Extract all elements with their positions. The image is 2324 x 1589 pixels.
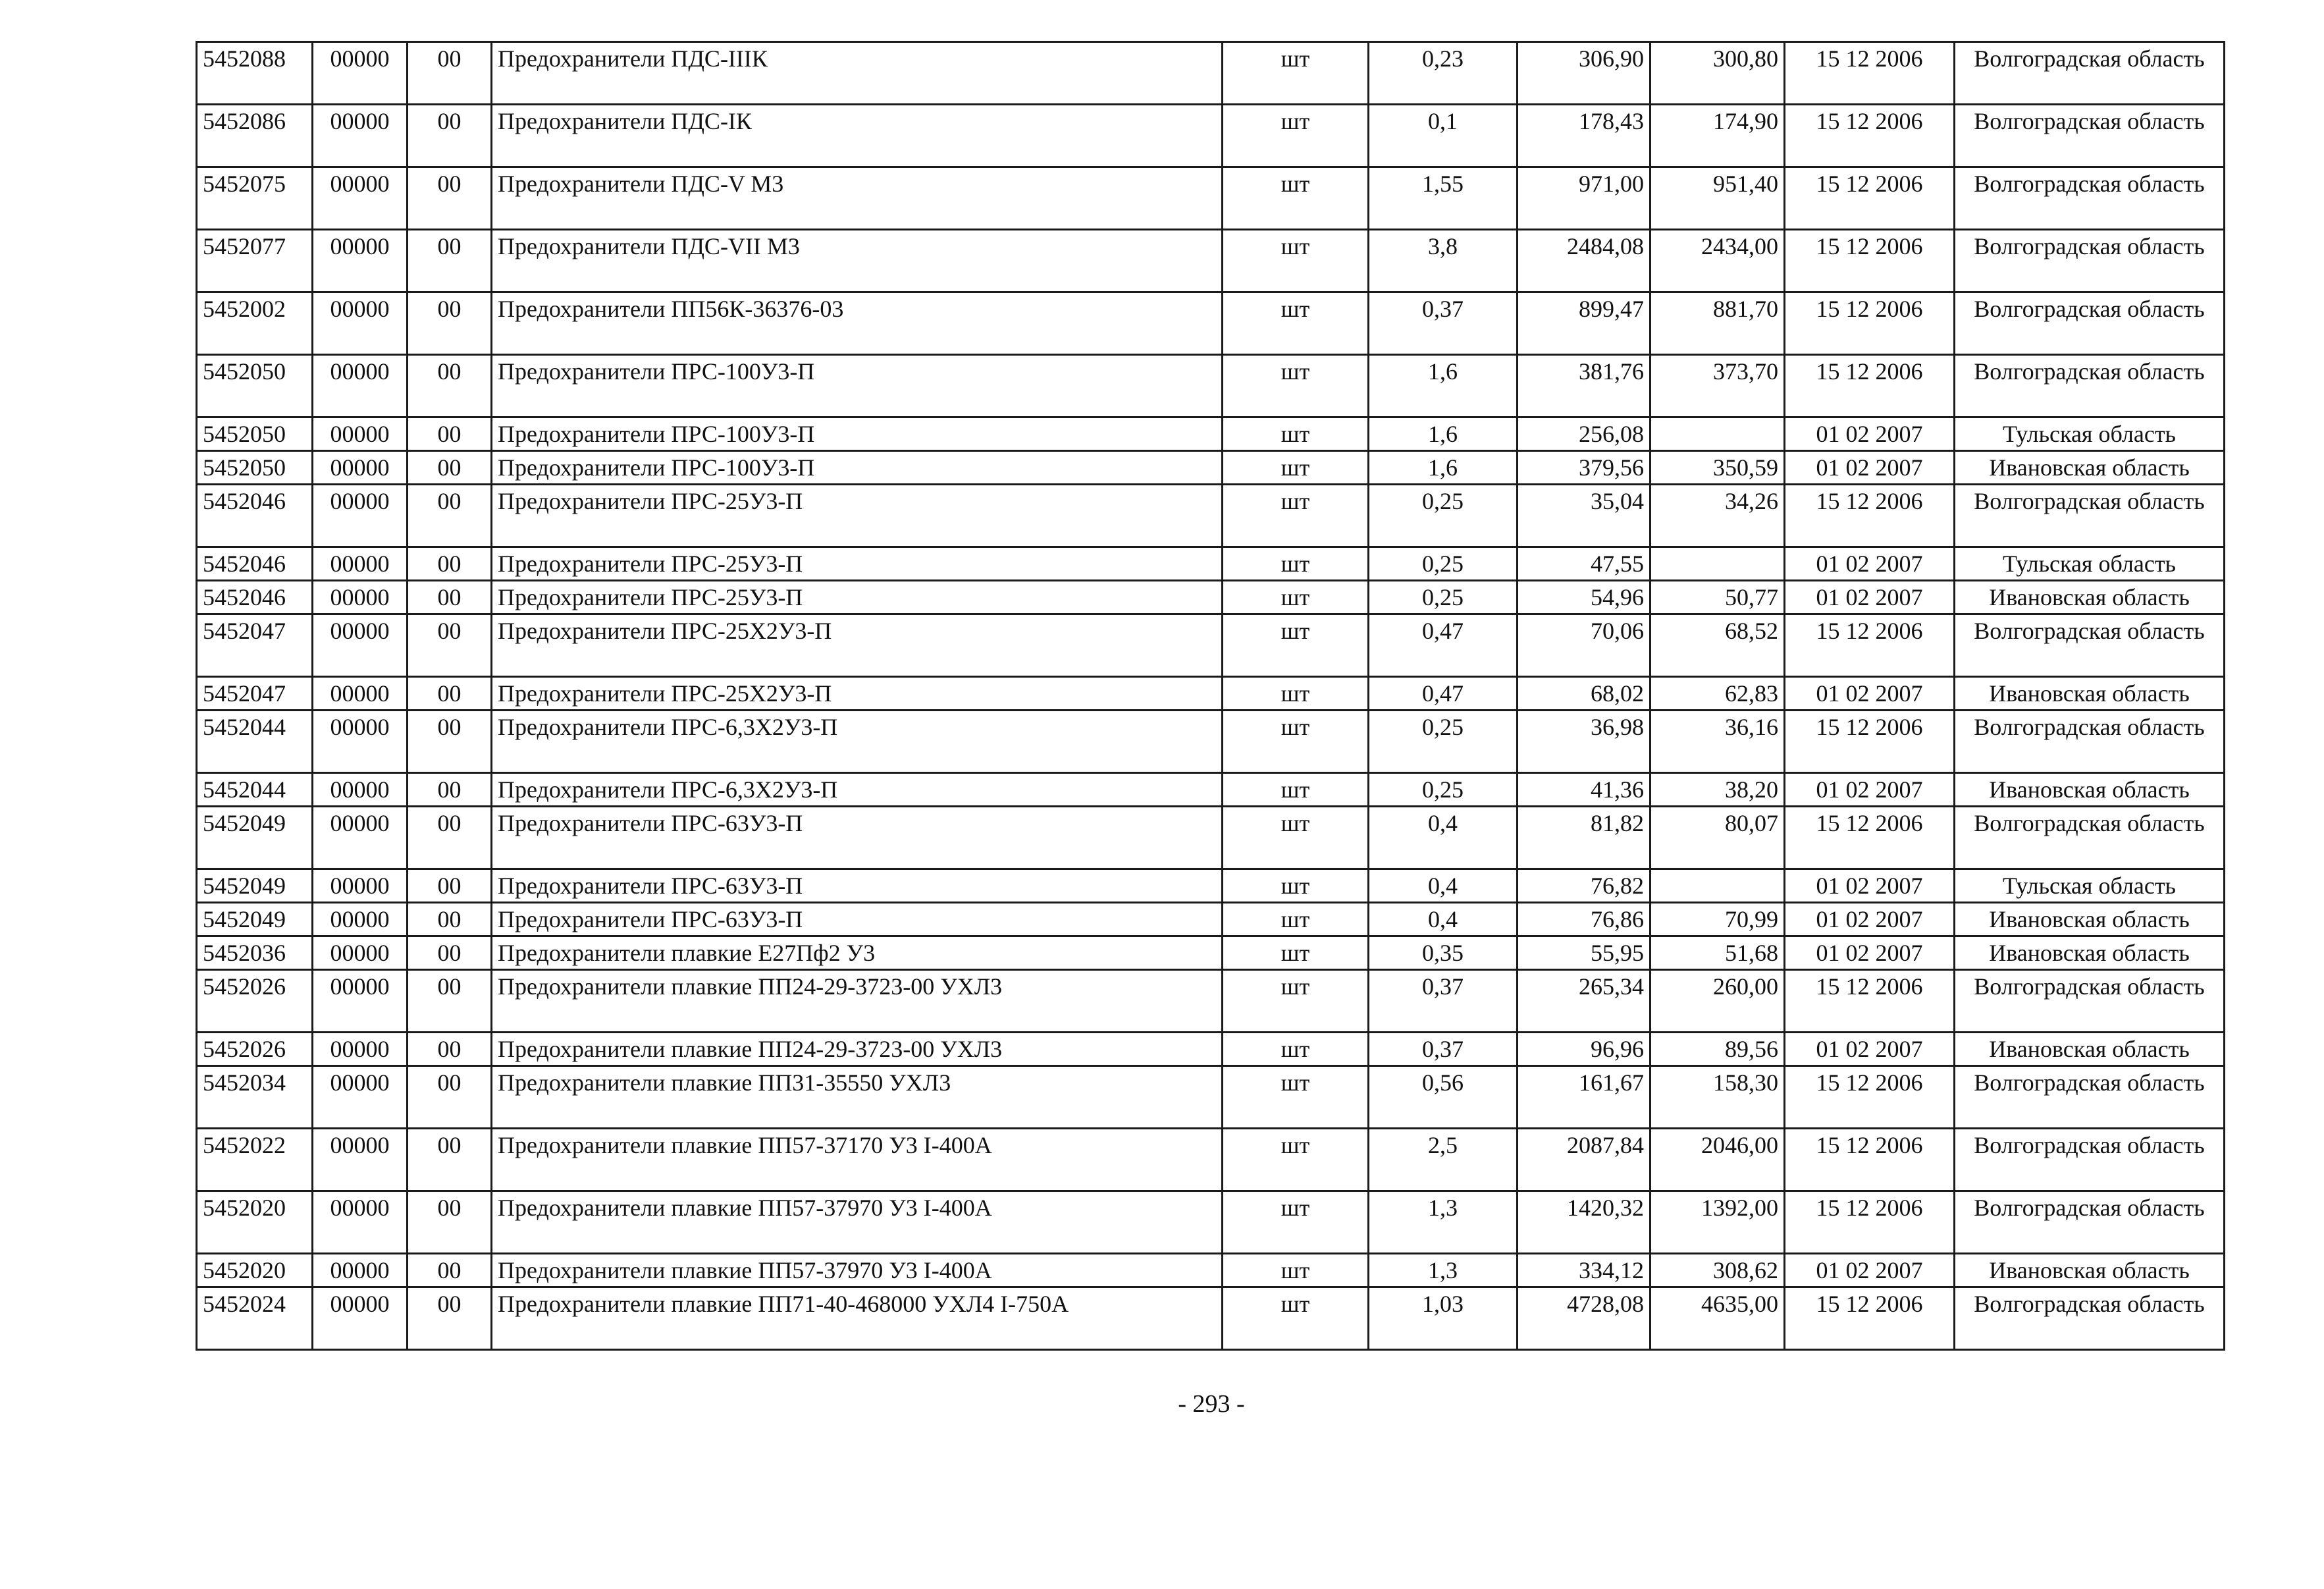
cell-product-code: 5452020 xyxy=(197,1254,313,1287)
cell-sub-code: 00000 xyxy=(313,1191,408,1254)
cell-price-without-vat: 158,30 xyxy=(1651,1066,1785,1129)
cell-product-code: 5452044 xyxy=(197,711,313,773)
cell-price-with-vat: 899,47 xyxy=(1518,292,1651,355)
cell-weight: 0,25 xyxy=(1369,581,1518,614)
cell-unit: шт xyxy=(1223,1287,1369,1350)
cell-variant-code: 00 xyxy=(408,614,492,677)
cell-date: 01 02 2007 xyxy=(1785,547,1955,581)
cell-price-with-vat: 334,12 xyxy=(1518,1254,1651,1287)
cell-product-code: 5452050 xyxy=(197,417,313,451)
cell-product-code: 5452050 xyxy=(197,451,313,485)
cell-weight: 0,23 xyxy=(1369,42,1518,105)
cell-product-name: Предохранители ПРС-25У3-П xyxy=(492,485,1223,547)
cell-product-code: 5452026 xyxy=(197,970,313,1033)
cell-region: Волгоградская область xyxy=(1955,230,2225,292)
cell-unit: шт xyxy=(1223,485,1369,547)
table-body xyxy=(197,42,2225,1350)
table-row xyxy=(197,773,2225,807)
cell-sub-code: 00000 xyxy=(313,936,408,970)
table-row xyxy=(197,903,2225,936)
cell-sub-code: 00000 xyxy=(313,1033,408,1066)
cell-variant-code: 00 xyxy=(408,485,492,547)
cell-price-with-vat: 971,00 xyxy=(1518,167,1651,230)
cell-weight: 0,4 xyxy=(1369,903,1518,936)
cell-unit: шт xyxy=(1223,936,1369,970)
cell-variant-code: 00 xyxy=(408,807,492,869)
cell-variant-code: 00 xyxy=(408,1254,492,1287)
cell-sub-code: 00000 xyxy=(313,869,408,903)
cell-date: 15 12 2006 xyxy=(1785,42,1955,105)
cell-price-with-vat: 161,67 xyxy=(1518,1066,1651,1129)
cell-product-code: 5452047 xyxy=(197,614,313,677)
cell-product-name: Предохранители ПДС-IIIК xyxy=(492,42,1223,105)
cell-product-name: Предохранители ПРС-6,3Х2У3-П xyxy=(492,773,1223,807)
cell-unit: шт xyxy=(1223,1129,1369,1191)
cell-date: 01 02 2007 xyxy=(1785,417,1955,451)
cell-price-with-vat: 36,98 xyxy=(1518,711,1651,773)
cell-price-with-vat: 54,96 xyxy=(1518,581,1651,614)
cell-product-name: Предохранители ПРС-25У3-П xyxy=(492,581,1223,614)
cell-region: Волгоградская область xyxy=(1955,1191,2225,1254)
cell-weight: 1,6 xyxy=(1369,355,1518,417)
cell-date: 15 12 2006 xyxy=(1785,167,1955,230)
cell-price-without-vat xyxy=(1651,417,1785,451)
cell-price-without-vat: 308,62 xyxy=(1651,1254,1785,1287)
cell-variant-code: 00 xyxy=(408,355,492,417)
table-row xyxy=(197,1066,2225,1129)
cell-product-code: 5452020 xyxy=(197,1191,313,1254)
table-row xyxy=(197,292,2225,355)
cell-region: Тульская область xyxy=(1955,417,2225,451)
cell-product-name: Предохранители ПРС-63У3-П xyxy=(492,903,1223,936)
cell-weight: 0,25 xyxy=(1369,485,1518,547)
cell-variant-code: 00 xyxy=(408,581,492,614)
cell-region: Ивановская область xyxy=(1955,451,2225,485)
cell-unit: шт xyxy=(1223,1033,1369,1066)
table-row xyxy=(197,1254,2225,1287)
cell-sub-code: 00000 xyxy=(313,1254,408,1287)
cell-product-code: 5452086 xyxy=(197,105,313,167)
cell-variant-code: 00 xyxy=(408,970,492,1033)
cell-price-without-vat: 51,68 xyxy=(1651,936,1785,970)
cell-variant-code: 00 xyxy=(408,42,492,105)
cell-product-code: 5452049 xyxy=(197,807,313,869)
cell-variant-code: 00 xyxy=(408,167,492,230)
cell-weight: 0,37 xyxy=(1369,970,1518,1033)
cell-price-with-vat: 379,56 xyxy=(1518,451,1651,485)
cell-product-name: Предохранители плавкие ПП57-37970 У3 I-400А xyxy=(492,1191,1223,1254)
cell-weight: 1,03 xyxy=(1369,1287,1518,1350)
cell-date: 01 02 2007 xyxy=(1785,903,1955,936)
cell-product-code: 5452049 xyxy=(197,869,313,903)
cell-variant-code: 00 xyxy=(408,292,492,355)
cell-price-with-vat: 4728,08 xyxy=(1518,1287,1651,1350)
cell-unit: шт xyxy=(1223,970,1369,1033)
cell-price-without-vat: 34,26 xyxy=(1651,485,1785,547)
cell-product-name: Предохранители ПДС-V М3 xyxy=(492,167,1223,230)
cell-region: Ивановская область xyxy=(1955,1254,2225,1287)
cell-product-name: Предохранители ПРС-63У3-П xyxy=(492,869,1223,903)
cell-region: Волгоградская область xyxy=(1955,167,2225,230)
cell-date: 15 12 2006 xyxy=(1785,230,1955,292)
cell-product-name: Предохранители плавкие ПП31-35550 УХЛ3 xyxy=(492,1066,1223,1129)
cell-unit: шт xyxy=(1223,581,1369,614)
cell-variant-code: 00 xyxy=(408,1066,492,1129)
cell-price-without-vat xyxy=(1651,869,1785,903)
cell-sub-code: 00000 xyxy=(313,711,408,773)
cell-price-without-vat: 881,70 xyxy=(1651,292,1785,355)
table-row xyxy=(197,1191,2225,1254)
table-row xyxy=(197,1129,2225,1191)
cell-unit: шт xyxy=(1223,1191,1369,1254)
cell-weight: 0,25 xyxy=(1369,711,1518,773)
cell-sub-code: 00000 xyxy=(313,417,408,451)
cell-unit: шт xyxy=(1223,451,1369,485)
cell-price-without-vat xyxy=(1651,547,1785,581)
cell-weight: 0,47 xyxy=(1369,677,1518,711)
cell-unit: шт xyxy=(1223,614,1369,677)
page-number: - 293 - xyxy=(1178,1390,1245,1418)
cell-price-without-vat: 300,80 xyxy=(1651,42,1785,105)
cell-sub-code: 00000 xyxy=(313,677,408,711)
cell-product-code: 5452044 xyxy=(197,773,313,807)
cell-product-name: Предохранители ПП56К-36376-03 xyxy=(492,292,1223,355)
cell-variant-code: 00 xyxy=(408,773,492,807)
cell-product-name: Предохранители ПРС-100У3-П xyxy=(492,417,1223,451)
cell-sub-code: 00000 xyxy=(313,1066,408,1129)
cell-sub-code: 00000 xyxy=(313,970,408,1033)
cell-price-without-vat: 373,70 xyxy=(1651,355,1785,417)
cell-product-name: Предохранители плавкие ПП24-29-3723-00 УХЛ3 xyxy=(492,1033,1223,1066)
cell-sub-code: 00000 xyxy=(313,903,408,936)
table-row xyxy=(197,1033,2225,1066)
table-row xyxy=(197,970,2225,1033)
cell-weight: 3,8 xyxy=(1369,230,1518,292)
cell-price-without-vat: 80,07 xyxy=(1651,807,1785,869)
table-row xyxy=(197,355,2225,417)
cell-date: 15 12 2006 xyxy=(1785,614,1955,677)
cell-variant-code: 00 xyxy=(408,105,492,167)
cell-variant-code: 00 xyxy=(408,936,492,970)
cell-sub-code: 00000 xyxy=(313,42,408,105)
cell-variant-code: 00 xyxy=(408,1287,492,1350)
cell-product-name: Предохранители ПДС-IК xyxy=(492,105,1223,167)
cell-sub-code: 00000 xyxy=(313,614,408,677)
cell-date: 15 12 2006 xyxy=(1785,292,1955,355)
cell-unit: шт xyxy=(1223,292,1369,355)
cell-unit: шт xyxy=(1223,42,1369,105)
cell-product-name: Предохранители плавкие ПП71-40-468000 УХЛ4 I-750А xyxy=(492,1287,1223,1350)
cell-date: 15 12 2006 xyxy=(1785,711,1955,773)
cell-variant-code: 00 xyxy=(408,903,492,936)
cell-product-name: Предохранители плавкие Е27Пф2 У3 xyxy=(492,936,1223,970)
cell-price-with-vat: 35,04 xyxy=(1518,485,1651,547)
cell-price-without-vat: 4635,00 xyxy=(1651,1287,1785,1350)
cell-date: 01 02 2007 xyxy=(1785,773,1955,807)
cell-price-without-vat: 951,40 xyxy=(1651,167,1785,230)
table-row xyxy=(197,105,2225,167)
table-row xyxy=(197,936,2225,970)
table-row xyxy=(197,167,2225,230)
cell-price-with-vat: 256,08 xyxy=(1518,417,1651,451)
cell-price-without-vat: 89,56 xyxy=(1651,1033,1785,1066)
cell-price-without-vat: 2046,00 xyxy=(1651,1129,1785,1191)
cell-region: Ивановская область xyxy=(1955,773,2225,807)
cell-product-name: Предохранители плавкие ПП57-37970 У3 I-400А xyxy=(492,1254,1223,1287)
cell-region: Ивановская область xyxy=(1955,903,2225,936)
cell-price-without-vat: 1392,00 xyxy=(1651,1191,1785,1254)
cell-variant-code: 00 xyxy=(408,1033,492,1066)
cell-variant-code: 00 xyxy=(408,417,492,451)
cell-date: 15 12 2006 xyxy=(1785,105,1955,167)
cell-sub-code: 00000 xyxy=(313,1287,408,1350)
cell-unit: шт xyxy=(1223,869,1369,903)
cell-sub-code: 00000 xyxy=(313,581,408,614)
cell-date: 01 02 2007 xyxy=(1785,677,1955,711)
cell-unit: шт xyxy=(1223,1254,1369,1287)
cell-variant-code: 00 xyxy=(408,869,492,903)
cell-weight: 1,6 xyxy=(1369,451,1518,485)
cell-product-code: 5452002 xyxy=(197,292,313,355)
cell-price-without-vat: 350,59 xyxy=(1651,451,1785,485)
cell-region: Волгоградская область xyxy=(1955,711,2225,773)
cell-sub-code: 00000 xyxy=(313,1129,408,1191)
cell-weight: 0,4 xyxy=(1369,807,1518,869)
cell-sub-code: 00000 xyxy=(313,807,408,869)
table-row xyxy=(197,807,2225,869)
cell-product-name: Предохранители ПДС-VII М3 xyxy=(492,230,1223,292)
cell-region: Тульская область xyxy=(1955,547,2225,581)
cell-region: Тульская область xyxy=(1955,869,2225,903)
cell-region: Ивановская область xyxy=(1955,1033,2225,1066)
cell-product-code: 5452034 xyxy=(197,1066,313,1129)
cell-unit: шт xyxy=(1223,711,1369,773)
cell-unit: шт xyxy=(1223,1066,1369,1129)
cell-product-code: 5452024 xyxy=(197,1287,313,1350)
cell-product-name: Предохранители ПРС-63У3-П xyxy=(492,807,1223,869)
cell-region: Волгоградская область xyxy=(1955,355,2225,417)
cell-price-without-vat: 70,99 xyxy=(1651,903,1785,936)
cell-sub-code: 00000 xyxy=(313,355,408,417)
cell-product-name: Предохранители ПРС-25Х2У3-П xyxy=(492,677,1223,711)
cell-date: 15 12 2006 xyxy=(1785,970,1955,1033)
cell-date: 01 02 2007 xyxy=(1785,451,1955,485)
cell-price-with-vat: 68,02 xyxy=(1518,677,1651,711)
table-row xyxy=(197,614,2225,677)
cell-unit: шт xyxy=(1223,773,1369,807)
cell-region: Волгоградская область xyxy=(1955,1129,2225,1191)
cell-weight: 1,6 xyxy=(1369,417,1518,451)
cell-weight: 2,5 xyxy=(1369,1129,1518,1191)
table-row xyxy=(197,581,2225,614)
cell-price-without-vat: 62,83 xyxy=(1651,677,1785,711)
price-table xyxy=(196,41,2225,1351)
table-row xyxy=(197,677,2225,711)
cell-price-without-vat: 38,20 xyxy=(1651,773,1785,807)
cell-date: 01 02 2007 xyxy=(1785,1254,1955,1287)
cell-price-with-vat: 55,95 xyxy=(1518,936,1651,970)
cell-date: 15 12 2006 xyxy=(1785,485,1955,547)
cell-product-name: Предохранители ПРС-25У3-П xyxy=(492,547,1223,581)
cell-region: Волгоградская область xyxy=(1955,807,2225,869)
cell-price-without-vat: 36,16 xyxy=(1651,711,1785,773)
cell-product-code: 5452022 xyxy=(197,1129,313,1191)
cell-variant-code: 00 xyxy=(408,451,492,485)
cell-variant-code: 00 xyxy=(408,1191,492,1254)
cell-variant-code: 00 xyxy=(408,677,492,711)
cell-region: Волгоградская область xyxy=(1955,42,2225,105)
cell-region: Волгоградская область xyxy=(1955,1287,2225,1350)
cell-price-without-vat: 50,77 xyxy=(1651,581,1785,614)
cell-date: 01 02 2007 xyxy=(1785,581,1955,614)
cell-variant-code: 00 xyxy=(408,547,492,581)
cell-sub-code: 00000 xyxy=(313,485,408,547)
cell-region: Волгоградская область xyxy=(1955,614,2225,677)
table-row xyxy=(197,417,2225,451)
cell-product-code: 5452050 xyxy=(197,355,313,417)
cell-variant-code: 00 xyxy=(408,230,492,292)
cell-unit: шт xyxy=(1223,677,1369,711)
cell-date: 15 12 2006 xyxy=(1785,1129,1955,1191)
cell-product-code: 5452046 xyxy=(197,581,313,614)
table-row xyxy=(197,451,2225,485)
cell-product-code: 5452088 xyxy=(197,42,313,105)
cell-unit: шт xyxy=(1223,903,1369,936)
cell-sub-code: 00000 xyxy=(313,773,408,807)
cell-region: Ивановская область xyxy=(1955,936,2225,970)
cell-product-code: 5452046 xyxy=(197,485,313,547)
cell-product-code: 5452047 xyxy=(197,677,313,711)
cell-product-name: Предохранители ПРС-6,3Х2У3-П xyxy=(492,711,1223,773)
cell-price-with-vat: 76,86 xyxy=(1518,903,1651,936)
cell-unit: шт xyxy=(1223,167,1369,230)
cell-weight: 0,35 xyxy=(1369,936,1518,970)
cell-price-with-vat: 1420,32 xyxy=(1518,1191,1651,1254)
cell-date: 01 02 2007 xyxy=(1785,1033,1955,1066)
cell-date: 15 12 2006 xyxy=(1785,1287,1955,1350)
cell-product-code: 5452077 xyxy=(197,230,313,292)
cell-date: 15 12 2006 xyxy=(1785,807,1955,869)
cell-region: Ивановская область xyxy=(1955,677,2225,711)
cell-unit: шт xyxy=(1223,547,1369,581)
cell-product-code: 5452046 xyxy=(197,547,313,581)
cell-price-with-vat: 178,43 xyxy=(1518,105,1651,167)
table-row xyxy=(197,869,2225,903)
cell-weight: 0,47 xyxy=(1369,614,1518,677)
table-row xyxy=(197,485,2225,547)
cell-price-with-vat: 41,36 xyxy=(1518,773,1651,807)
cell-price-with-vat: 265,34 xyxy=(1518,970,1651,1033)
cell-region: Ивановская область xyxy=(1955,581,2225,614)
table-row xyxy=(197,1287,2225,1350)
table-row xyxy=(197,711,2225,773)
cell-region: Волгоградская область xyxy=(1955,970,2225,1033)
cell-product-code: 5452075 xyxy=(197,167,313,230)
cell-weight: 0,37 xyxy=(1369,292,1518,355)
cell-price-with-vat: 70,06 xyxy=(1518,614,1651,677)
cell-price-with-vat: 2087,84 xyxy=(1518,1129,1651,1191)
cell-sub-code: 00000 xyxy=(313,167,408,230)
cell-date: 15 12 2006 xyxy=(1785,355,1955,417)
cell-weight: 0,25 xyxy=(1369,773,1518,807)
cell-price-with-vat: 81,82 xyxy=(1518,807,1651,869)
cell-price-without-vat: 174,90 xyxy=(1651,105,1785,167)
cell-unit: шт xyxy=(1223,105,1369,167)
cell-unit: шт xyxy=(1223,807,1369,869)
cell-weight: 1,3 xyxy=(1369,1254,1518,1287)
cell-price-with-vat: 381,76 xyxy=(1518,355,1651,417)
cell-weight: 0,56 xyxy=(1369,1066,1518,1129)
cell-price-with-vat: 76,82 xyxy=(1518,869,1651,903)
cell-weight: 1,3 xyxy=(1369,1191,1518,1254)
cell-sub-code: 00000 xyxy=(313,105,408,167)
cell-price-with-vat: 2484,08 xyxy=(1518,230,1651,292)
cell-unit: шт xyxy=(1223,230,1369,292)
cell-weight: 0,25 xyxy=(1369,547,1518,581)
cell-date: 01 02 2007 xyxy=(1785,936,1955,970)
cell-region: Волгоградская область xyxy=(1955,1066,2225,1129)
cell-region: Волгоградская область xyxy=(1955,485,2225,547)
cell-price-with-vat: 306,90 xyxy=(1518,42,1651,105)
cell-weight: 1,55 xyxy=(1369,167,1518,230)
cell-weight: 0,37 xyxy=(1369,1033,1518,1066)
cell-region: Волгоградская область xyxy=(1955,105,2225,167)
cell-price-with-vat: 47,55 xyxy=(1518,547,1651,581)
cell-product-code: 5452036 xyxy=(197,936,313,970)
cell-unit: шт xyxy=(1223,355,1369,417)
cell-price-without-vat: 68,52 xyxy=(1651,614,1785,677)
cell-product-code: 5452049 xyxy=(197,903,313,936)
cell-sub-code: 00000 xyxy=(313,230,408,292)
cell-product-name: Предохранители ПРС-100У3-П xyxy=(492,451,1223,485)
cell-weight: 0,4 xyxy=(1369,869,1518,903)
cell-date: 15 12 2006 xyxy=(1785,1066,1955,1129)
cell-region: Волгоградская область xyxy=(1955,292,2225,355)
cell-sub-code: 00000 xyxy=(313,292,408,355)
cell-price-with-vat: 96,96 xyxy=(1518,1033,1651,1066)
cell-sub-code: 00000 xyxy=(313,547,408,581)
cell-price-without-vat: 260,00 xyxy=(1651,970,1785,1033)
cell-date: 15 12 2006 xyxy=(1785,1191,1955,1254)
cell-variant-code: 00 xyxy=(408,711,492,773)
cell-product-code: 5452026 xyxy=(197,1033,313,1066)
table-row xyxy=(197,230,2225,292)
cell-unit: шт xyxy=(1223,417,1369,451)
cell-date: 01 02 2007 xyxy=(1785,869,1955,903)
cell-weight: 0,1 xyxy=(1369,105,1518,167)
cell-product-name: Предохранители плавкие ПП24-29-3723-00 УХЛ3 xyxy=(492,970,1223,1033)
cell-product-name: Предохранители ПРС-100У3-П xyxy=(492,355,1223,417)
cell-price-without-vat: 2434,00 xyxy=(1651,230,1785,292)
cell-product-name: Предохранители ПРС-25Х2У3-П xyxy=(492,614,1223,677)
cell-product-name: Предохранители плавкие ПП57-37170 У3 I-400А xyxy=(492,1129,1223,1191)
cell-variant-code: 00 xyxy=(408,1129,492,1191)
table-row xyxy=(197,42,2225,105)
table-row xyxy=(197,547,2225,581)
cell-sub-code: 00000 xyxy=(313,451,408,485)
